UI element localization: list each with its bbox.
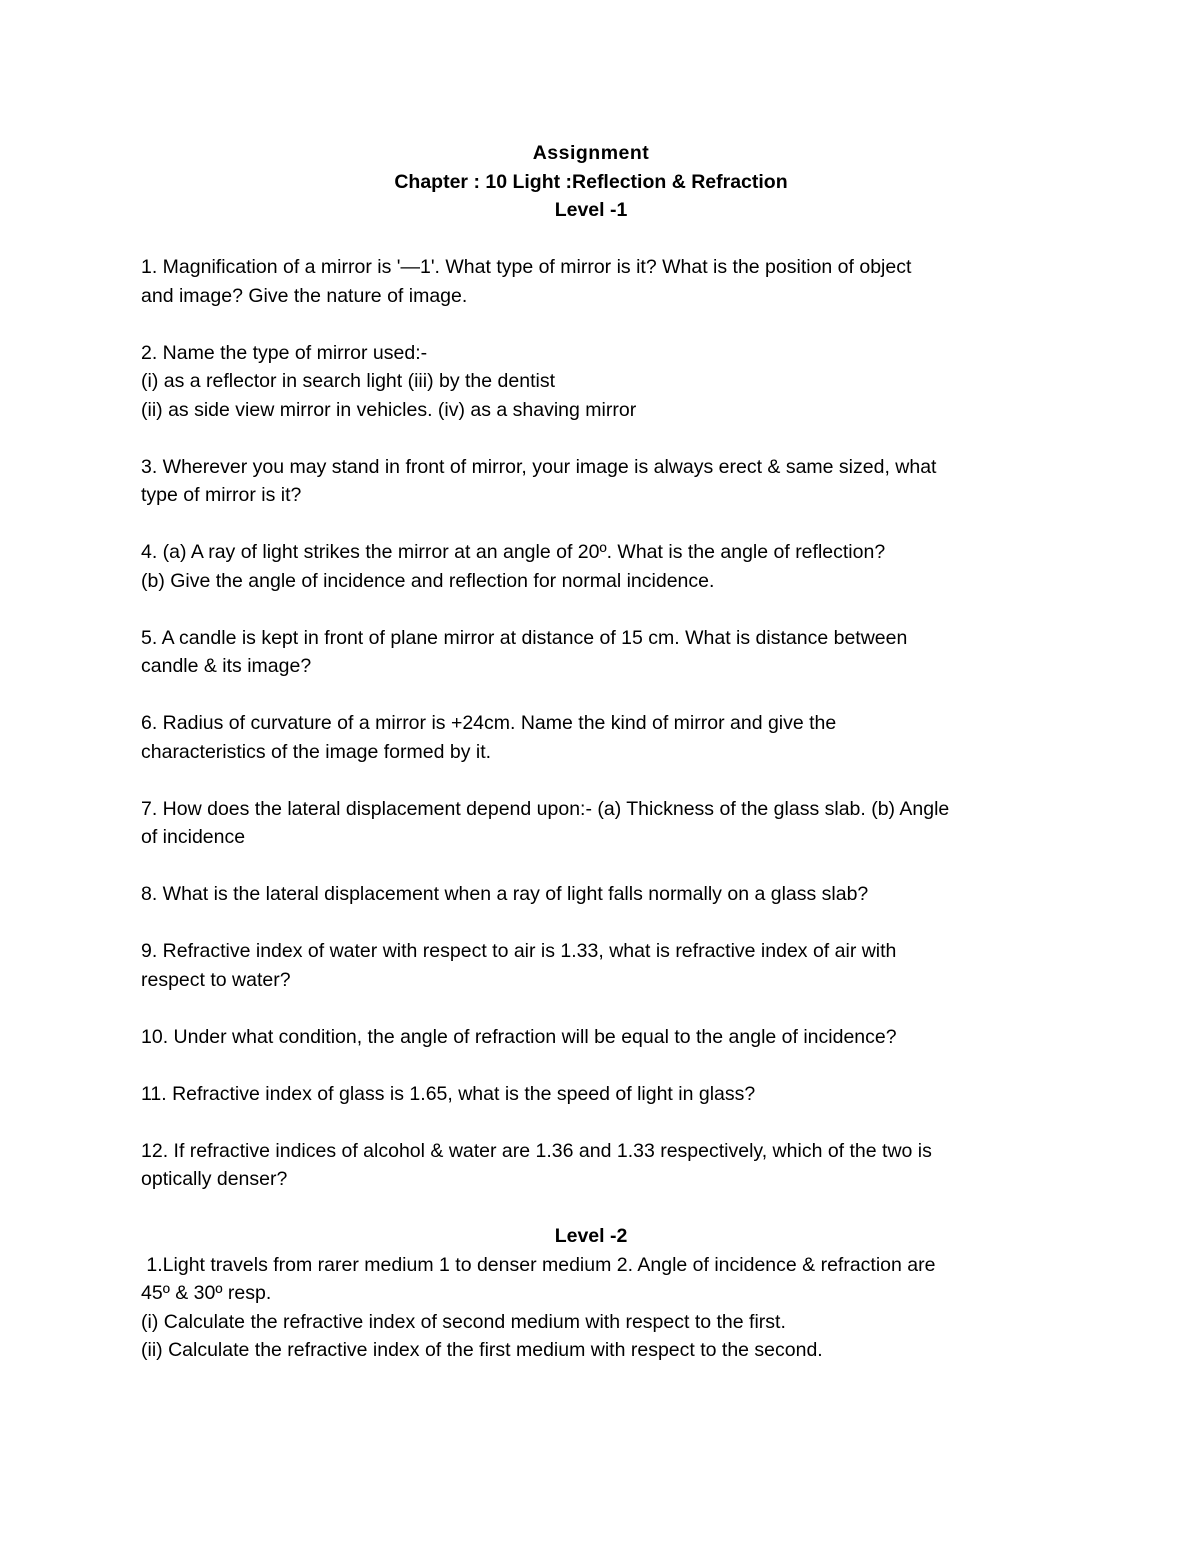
question-line: 6. Radius of curvature of a mirror is +24cm. Name the kind of mirror and give the xyxy=(141,712,837,734)
question-5 xyxy=(141,624,1041,681)
question-6 xyxy=(141,709,1041,766)
question-9 xyxy=(141,937,1041,994)
level-2-question-1 xyxy=(141,1251,1041,1365)
question-line: and image? Give the nature of image. xyxy=(141,284,468,307)
question-line: 45º & 30º resp. xyxy=(141,1282,272,1304)
question-line: candle & its image? xyxy=(141,655,312,677)
question-line: 10. Under what condition, the angle of refraction will be equal to the angle of incidence? xyxy=(141,1025,897,1048)
question-line: 5. A candle is kept in front of plane mirror at distance of 15 cm. What is distance between xyxy=(141,626,908,649)
question-3 xyxy=(141,453,1041,510)
question-line: (i) as a reflector in search light (iii) by the dentist xyxy=(141,370,555,392)
level-1-heading: Level -1 xyxy=(554,199,628,221)
question-line: 8. What is the lateral displacement when a ray of light falls normally on a glass slab? xyxy=(141,883,869,905)
question-12 xyxy=(141,1137,1041,1194)
question-4 xyxy=(141,538,1041,595)
question-line: respect to water? xyxy=(141,968,291,991)
question-line: 11. Refractive index of glass is 1.65, what is the speed of light in glass? xyxy=(141,1082,756,1105)
document-body xyxy=(141,139,1041,1365)
question-line: 7. How does the lateral displacement depend upon:- (a) Thickness of the glass slab. (b) Angle xyxy=(141,797,950,820)
question-line: 3. Wherever you may stand in front of mirror, your image is always erect & same sized, what xyxy=(141,455,937,478)
question-line: 9. Refractive index of water with respect to air is 1.33, what is refractive index of air with xyxy=(141,940,897,962)
question-1 xyxy=(141,253,1041,310)
question-line: (ii) Calculate the refractive index of the first medium with respect to the second. xyxy=(141,1339,823,1361)
question-7 xyxy=(141,795,1041,852)
question-line: 12. If refractive indices of alcohol & water are 1.36 and 1.33 respectively, which of the two is xyxy=(141,1139,932,1162)
question-line: 1.Light travels from rarer medium 1 to denser medium 2. Angle of incidence & refraction are xyxy=(141,1253,936,1276)
question-line: (b) Give the angle of incidence and reflection for normal incidence. xyxy=(141,569,715,592)
question-line: 1. Magnification of a mirror is '—1'. What type of mirror is it? What is the position of object xyxy=(141,256,912,278)
question-11 xyxy=(141,1080,1041,1109)
question-line: optically denser? xyxy=(141,1168,288,1190)
question-10 xyxy=(141,1023,1041,1052)
level-2-heading: Level -2 xyxy=(554,1225,628,1247)
page-title: Assignment xyxy=(532,142,650,164)
question-line: characteristics of the image formed by it. xyxy=(141,740,492,763)
question-line: of incidence xyxy=(141,826,246,848)
question-line: type of mirror is it? xyxy=(141,484,302,506)
chapter-heading: Chapter : 10 Light :Reflection & Refraction xyxy=(394,170,788,193)
question-line: (ii) as side view mirror in vehicles. (iv) as a shaving mirror xyxy=(141,398,637,421)
question-8 xyxy=(141,880,1041,909)
question-line: 2. Name the type of mirror used:- xyxy=(141,341,428,364)
question-line: 4. (a) A ray of light strikes the mirror at an angle of 20º. What is the angle of reflection? xyxy=(141,541,886,563)
question-2 xyxy=(141,339,1041,425)
question-line: (i) Calculate the refractive index of second medium with respect to the first. xyxy=(141,1310,786,1333)
